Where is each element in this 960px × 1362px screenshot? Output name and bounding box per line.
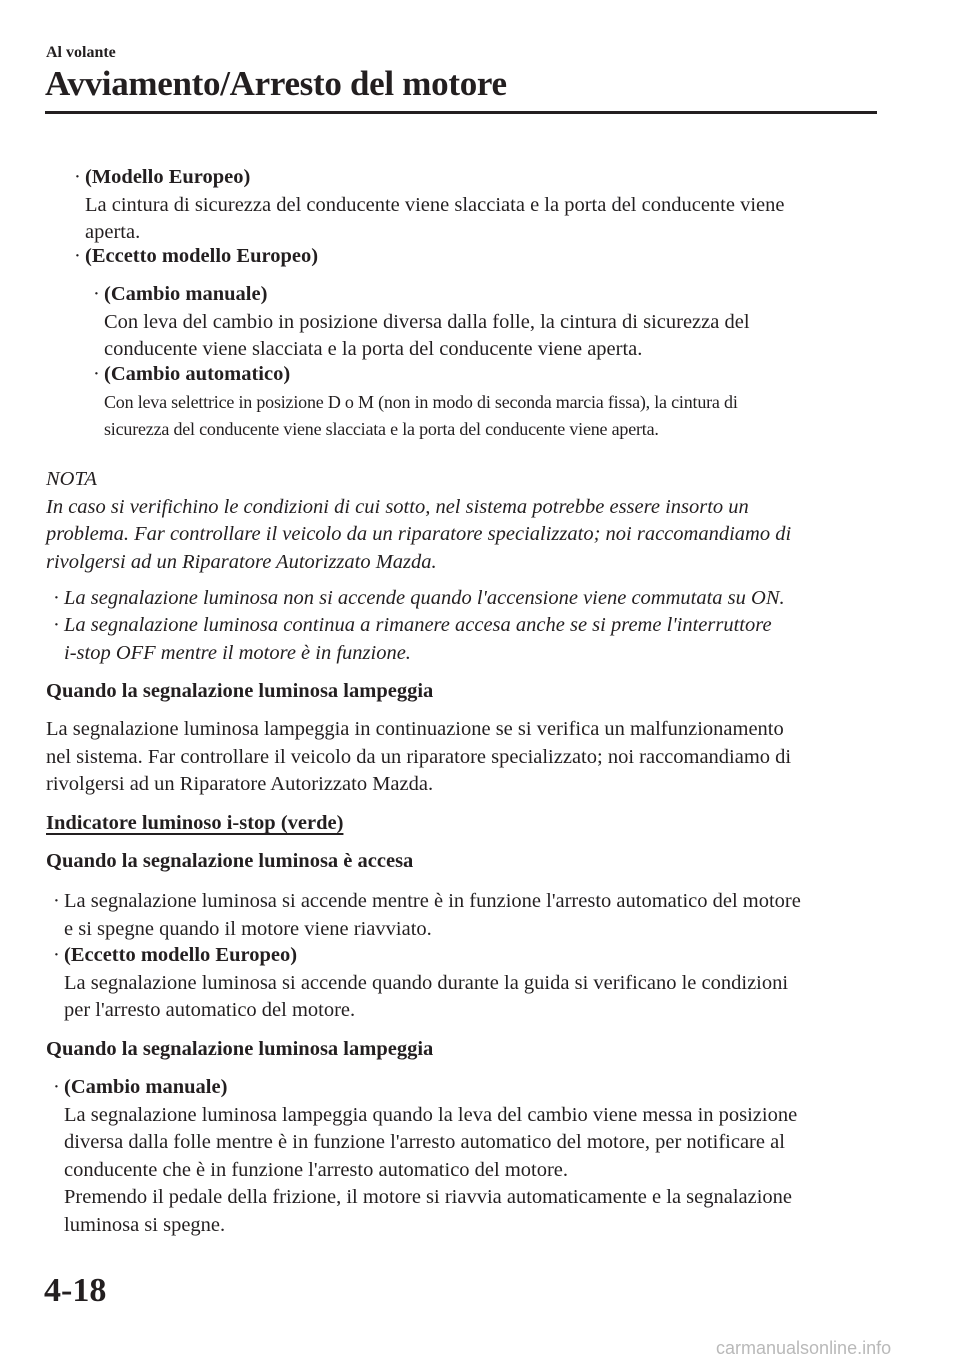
item-text: sicurezza del conducente viene slacciata e la porta del conducente viene aperta. <box>104 418 659 439</box>
list-item <box>53 1074 798 1239</box>
watermark: carmanualsonline.info <box>716 1338 892 1358</box>
note-bullet-text: La segnalazione luminosa continua a rimanere accesa anche se si preme l'interruttore <box>64 614 772 636</box>
bullet-icon: · <box>53 890 60 912</box>
item-text: aperta. <box>85 221 141 243</box>
bullet-icon: · <box>53 1076 60 1098</box>
list-item-automatic <box>93 361 738 443</box>
paragraph-line: nel sistema. Far controllare il veicolo da un riparatore specializzato; noi raccomandiamo di <box>46 745 792 768</box>
bullet-icon: · <box>74 166 81 188</box>
note-text: rivolgersi ad un Riparatore Autorizzato Mazda. <box>46 550 437 573</box>
item-label: (Eccetto modello Europeo) <box>64 944 298 966</box>
item-label: (Modello Europeo) <box>85 166 251 188</box>
item-label: (Eccetto modello Europeo) <box>85 245 319 267</box>
item-text: Con leva del cambio in posizione diversa dalla folle, la cintura di sicurezza del <box>104 310 750 333</box>
section-heading: Quando la segnalazione luminosa lampeggia <box>46 680 434 702</box>
bullet-icon: · <box>53 614 60 636</box>
item-text: La segnalazione luminosa lampeggia quando la leva del cambio viene messa in posizione <box>64 1103 798 1126</box>
note-bullet <box>53 585 785 613</box>
item-text: La cintura di sicurezza del conducente viene slacciata e la porta del conducente viene <box>85 193 785 216</box>
bullet-icon: · <box>93 363 100 385</box>
item-text: conducente che è in funzione l'arresto automatico del motore. <box>64 1158 569 1181</box>
bullet-icon: · <box>53 944 60 966</box>
list-item <box>53 942 789 1025</box>
item-text: Premendo il pedale della frizione, il motore si riavvia automaticamente e la segnalazione <box>64 1186 793 1208</box>
list-item-european <box>74 164 785 247</box>
item-text: per l'arresto automatico del motore. <box>64 999 356 1021</box>
item-text: conducente viene slacciata e la porta del conducente viene aperta. <box>104 338 643 360</box>
item-label: (Cambio automatico) <box>104 363 291 385</box>
section-heading: Quando la segnalazione luminosa lampeggia <box>46 1038 434 1060</box>
item-text: La segnalazione luminosa si accende mentre è in funzione l'arresto automatico del motore <box>64 890 801 912</box>
note-text: In caso si verifichino le condizioni di cui sotto, nel sistema potrebbe essere insorto un <box>46 495 749 518</box>
item-text: La segnalazione luminosa si accende quando durante la guida si verificano le condizioni <box>64 971 789 994</box>
paragraph-line: rivolgersi ad un Riparatore Autorizzato Mazda. <box>46 773 434 795</box>
page-number: 4-18 <box>44 1272 107 1309</box>
note-title: NOTA <box>46 468 97 490</box>
section-label: Al volante <box>46 44 116 61</box>
list-item-manual <box>93 281 750 364</box>
item-label: (Cambio manuale) <box>64 1076 228 1098</box>
bullet-icon: · <box>53 587 60 609</box>
note-text: problema. Far controllare il veicolo da un riparatore specializzato; noi raccomandiamo di <box>46 523 792 545</box>
section-heading: Quando la segnalazione luminosa è accesa <box>46 850 414 872</box>
item-text: e si spegne quando il motore viene riavviato. <box>64 917 432 940</box>
item-text: Con leva selettrice in posizione D o M (non in modo di seconda marcia fissa), la cintura di <box>104 391 738 412</box>
subsection-heading: Indicatore luminoso i-stop (verde) <box>46 812 344 834</box>
item-label: (Cambio manuale) <box>104 283 268 305</box>
note-bullet-text: i-stop OFF mentre il motore è in funzione. <box>64 641 411 664</box>
bullet-icon: · <box>74 245 81 267</box>
item-text: diversa dalla folle mentre è in funzione l'arresto automatico del motore, per notificare al <box>64 1131 785 1153</box>
item-text: luminosa si spegne. <box>64 1213 226 1236</box>
page-title: Avviamento/Arresto del motore <box>45 64 507 103</box>
paragraph-line: La segnalazione luminosa lampeggia in continuazione se si verifica un malfunzionamento <box>46 718 784 740</box>
list-item <box>53 888 801 943</box>
list-item-non-european <box>74 243 319 271</box>
note-box <box>46 466 791 576</box>
note-bullet <box>53 612 772 667</box>
paragraph <box>46 716 791 799</box>
bullet-icon: · <box>93 283 100 305</box>
note-bullet-text: La segnalazione luminosa non si accende quando l'accensione viene commutata su ON. <box>64 587 785 609</box>
header-rule <box>45 111 877 114</box>
